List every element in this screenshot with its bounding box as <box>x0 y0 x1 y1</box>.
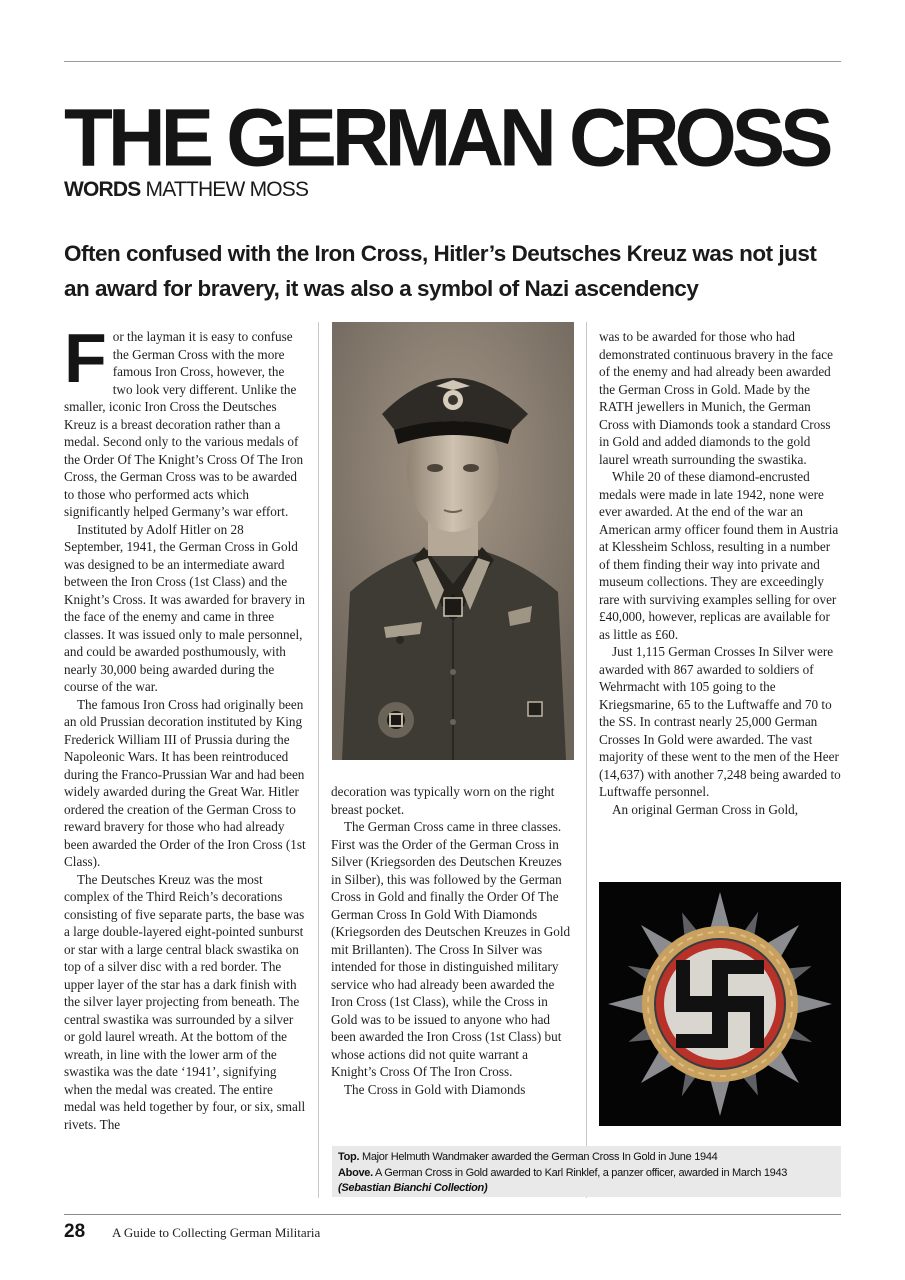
medal-photo <box>599 882 841 1126</box>
text-column-1 <box>64 319 306 1133</box>
caption-credit <box>338 1181 836 1197</box>
drop-cap: F <box>64 319 107 397</box>
col3-paragraph-1: was to be awarded for those who had demonstrated continuous bravery in the face of the enemy and had already been awarded the German Cross in Gold. Made by the RATH jewellers in Munich, the German Cross with Diamonds took a standard Cross in Gold and added diamonds to the gold laurel wreath surrounding the swastika. <box>599 329 833 467</box>
byline <box>64 178 308 202</box>
caption-top <box>338 1150 836 1166</box>
col3-paragraph-4: An original German Cross in Gold, <box>612 801 799 817</box>
text-column-3 <box>599 328 841 818</box>
text-column-2 <box>331 783 573 1098</box>
col2-paragraph-3: The Cross in Gold with Diamonds <box>344 1081 526 1097</box>
top-rule <box>64 61 841 62</box>
caption-credit-text: (Sebastian Bianchi Collection) <box>338 1182 488 1194</box>
col2-paragraph-2: The German Cross came in three classes. First was the Order of the German Cross in Silver (Kriegsorden des Deutschen Kreuzes in Silber), this was followed by the German Cross in Gold and finally the Order Of The German Cross In Gold With Diamonds (Kriegsorden des Deutschen Kreuzes in Gold mit Brillanten). The Cross In Silver was intended for those in distinguished military service who had already been awarded the Iron Cross (1st Class), while the Cross in Gold was to be issued to anyone who had been awarded the Iron Cross (1st Class) but whose actions did not quite warrant a Knight’s Cross Of The Iron Cross. <box>331 819 571 1079</box>
caption-above <box>338 1166 836 1182</box>
byline-label: WORDS <box>64 178 141 201</box>
col2-paragraph-1: decoration was typically worn on the right breast pocket. <box>331 784 555 817</box>
col1-paragraph-1-text: or the layman it is easy to confuse the German Cross with the more famous Iron Cross, however, the two look very different. Unlike the smaller, iconic Iron Cross the Deutsches Kreuz is a breast decoration rather than a medal. Second only to the various medals of the Order Of The Knight’s Cross Of The Iron Cross, the German Cross was to be awarded to those who performed acts which significantly helped Germany’s war effort. <box>64 329 304 519</box>
caption-top-text: Major Helmuth Wandmaker awarded the German Cross In Gold in June 1944 <box>359 1151 718 1163</box>
caption-top-label: Top. <box>338 1151 360 1163</box>
column-divider-1 <box>318 322 319 1198</box>
publication-title: A Guide to Collecting German Militaria <box>112 1225 321 1240</box>
col1-paragraph-1 <box>64 319 306 521</box>
article-title: THE GERMAN CROSS <box>64 92 829 183</box>
column-divider-2 <box>586 322 587 1198</box>
col3-paragraph-2: While 20 of these diamond-encrusted medals were made in late 1942, none were ever awarded. At the end of the war an American army officer found them in Austria at Klessheim Schloss, resulting in a number of them finding their way into private and museum collections. They are exceedingly rare with surviving examples selling for over £40,000, however, replicas are available for as little as £60. <box>599 469 839 642</box>
col1-paragraph-3: The famous Iron Cross had originally been an old Prussian decoration instituted by King Frederick William III of Prussia during the Napoleonic Wars. It has been reintroduced during the Franco-Prussian War and had been widely awarded during the Great War. Hitler ordered the creation of the German Cross to reward bravery for those who had already been awarded the Order of the Iron Cross (1st Class). <box>64 696 306 869</box>
col3-paragraph-3: Just 1,115 German Crosses In Silver were awarded with 867 awarded to soldiers of Wehrmacht with 105 going to the Kriegsmarine, 65 to the Luftwaffe and 70 to the SS. In contrast nearly 25,000 German Crosses In Gold were awarded. The vast majority of these went to the men of the Heer (14,637) with another 7,248 being awarded to Luftwaffe personnel. <box>599 644 841 799</box>
german-cross-medal-illustration <box>599 882 841 1126</box>
page-number: 28 <box>64 1221 86 1242</box>
bottom-rule <box>64 1214 841 1215</box>
caption-above-label: Above. <box>338 1166 373 1179</box>
byline-author: MATTHEW MOSS <box>145 178 309 201</box>
portrait-photo <box>332 322 574 760</box>
col1-paragraph-4: The Deutsches Kreuz was the most complex of the Third Reich’s decorations consisting of five separate parts, the base was a large double-layered eight-pointed sunburst or star with a large central black swastika on top of a silver disc with a red border. The upper layer of the star has a dark finish with the silver layer projecting from beneath. The central swastika was surrounded by a silver or gold laurel wreath. At the bottom of the wreath, in line with the lower arm of the swastika was the date ‘1941’, signifying when the medal was created. The entire medal was held together by four, or six, small rivets. The <box>64 871 306 1132</box>
photo-caption <box>332 1146 841 1197</box>
officer-portrait-illustration <box>332 322 574 760</box>
caption-above-text: A German Cross in Gold awarded to Karl Rinklef, a panzer officer, awarded in March 1943 <box>372 1166 788 1179</box>
standfirst: Often confused with the Iron Cross, Hitler’s Deutsches Kreuz was not just an award for bravery, it was also a symbol of Nazi ascendency <box>64 241 817 301</box>
col1-paragraph-2: Instituted by Adolf Hitler on 28 September, 1941, the German Cross in Gold was designed to be an intermediate award between the Iron Cross (1st Class) and the Knight’s Cross. It was awarded for bravery in the face of the enemy and came in three classes. It was issued only to male personnel, and could be awarded posthumously, with nearly 30,000 being awarded during the course of the war. <box>64 521 305 694</box>
